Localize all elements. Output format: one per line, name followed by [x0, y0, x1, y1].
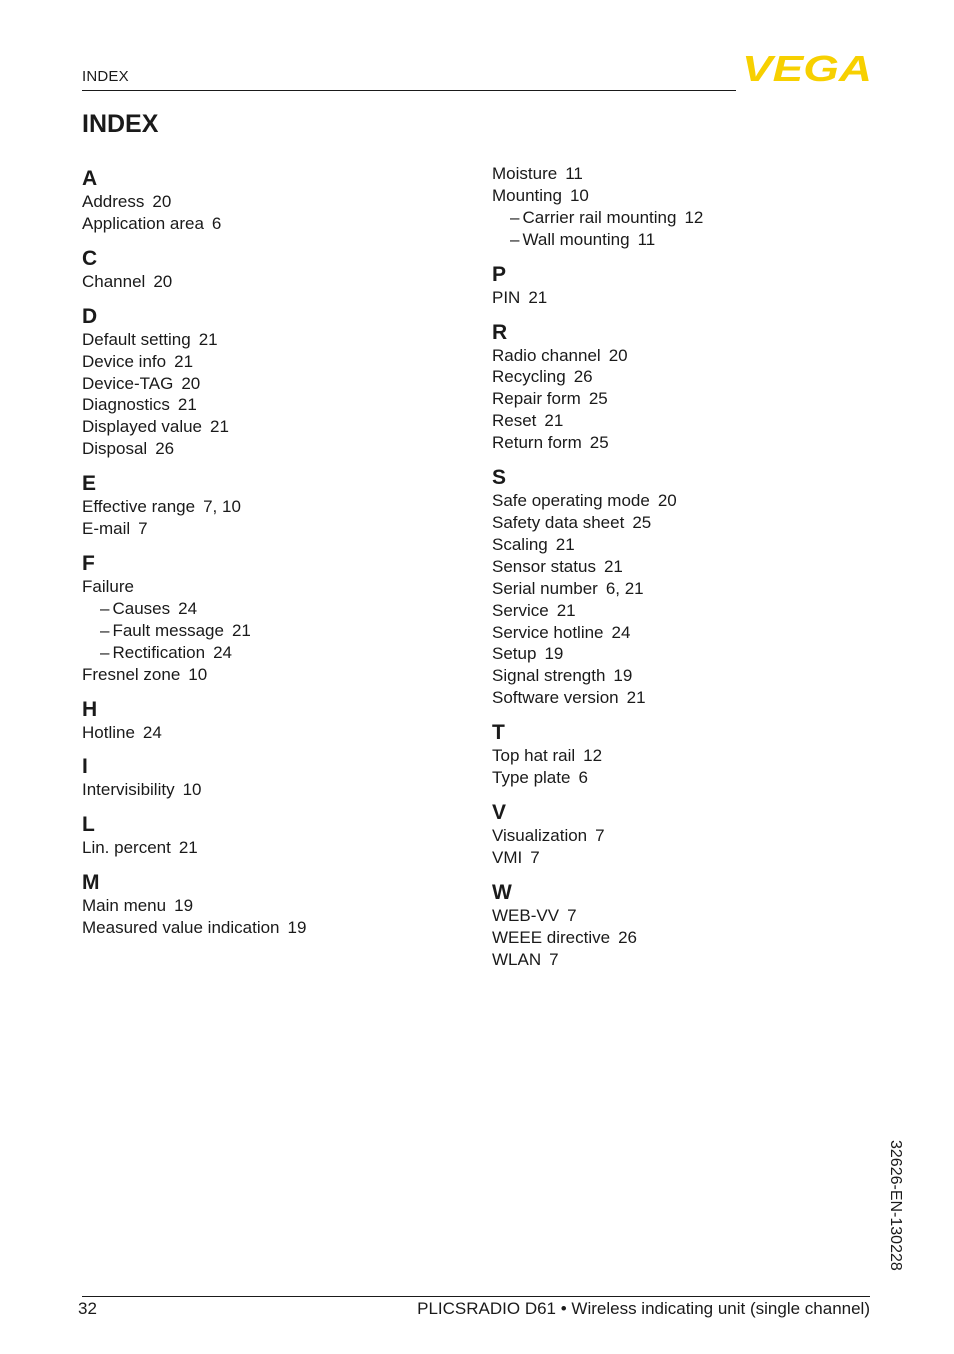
index-group: [82, 698, 462, 744]
index-page-ref: 21: [177, 395, 197, 415]
index-page-ref: 25: [589, 433, 609, 453]
index-term: Wall mounting: [522, 229, 630, 249]
subentry-dash: –: [100, 598, 110, 618]
index-page-ref: 20: [181, 373, 201, 393]
index-term: Causes: [112, 598, 171, 618]
index-page-ref: 25: [632, 512, 652, 532]
subentry-dash: –: [510, 229, 520, 249]
index-page-ref: 19: [613, 666, 633, 686]
page-title: INDEX: [82, 110, 159, 138]
index-term: Scaling: [492, 534, 548, 554]
index-group: [492, 801, 872, 869]
index-term: Setup: [492, 644, 537, 664]
index-entry: [492, 578, 872, 600]
index-page-ref: 7: [567, 905, 577, 925]
index-letter: A: [82, 167, 98, 190]
index-page-ref: 20: [153, 271, 173, 291]
index-page-ref: 21: [544, 411, 564, 431]
index-page-ref: 20: [657, 491, 677, 511]
index-term: Measured value indication: [82, 918, 280, 938]
index-letter: D: [82, 304, 98, 328]
index-entry: [82, 664, 462, 686]
index-letter: H: [82, 697, 98, 721]
footer-rule: [82, 1296, 870, 1297]
index-page-ref: 24: [213, 642, 232, 662]
index-term: Sensor status: [492, 556, 596, 576]
index-entry: [82, 917, 462, 939]
index-entry: [492, 825, 872, 847]
index-term: E-mail: [82, 519, 131, 539]
footer-title: PLICSRADIO D61 • Wireless indicating unit (single channel): [417, 1299, 870, 1318]
index-group: [492, 163, 872, 251]
index-term: Return form: [492, 433, 582, 453]
index-term: WEEE directive: [492, 927, 611, 947]
index-entry: [82, 271, 462, 293]
index-page-ref: 7, 10: [203, 497, 241, 517]
index-page-ref: 26: [573, 367, 593, 387]
index-entry: [82, 895, 462, 917]
index-term: Signal strength: [492, 666, 606, 686]
index-entry: [82, 779, 462, 801]
index-entry: [492, 927, 872, 949]
index-page-ref: 21: [198, 329, 218, 349]
index-term: Service: [492, 600, 549, 620]
index-group: [492, 263, 872, 309]
index-subentry: [492, 207, 872, 229]
index-group: [492, 321, 872, 455]
index-term: Hotline: [82, 722, 135, 742]
index-term: VMI: [492, 847, 523, 867]
index-letter: P: [492, 262, 507, 286]
index-column-left: [82, 163, 462, 951]
index-group: [82, 813, 462, 859]
index-page-ref: 10: [569, 185, 589, 205]
index-term: Default setting: [82, 329, 191, 349]
index-page-ref: 24: [178, 598, 198, 618]
subentry-dash: –: [510, 207, 520, 227]
index-page-ref: 21: [528, 287, 548, 307]
index-page-ref: 7: [595, 825, 605, 845]
index-term: Fresnel zone: [82, 664, 181, 684]
index-term: Displayed value: [82, 417, 203, 437]
index-term: Recycling: [492, 367, 566, 387]
index-term: Radio channel: [492, 345, 601, 365]
index-term: Carrier rail mounting: [522, 207, 677, 227]
index-entry: [492, 490, 872, 512]
index-term: Address: [82, 192, 145, 211]
index-entry: [492, 287, 872, 309]
index-entry: [492, 600, 872, 622]
index-letter: R: [492, 320, 508, 344]
index-letter: E: [82, 472, 97, 496]
index-page-ref: 6, 21: [605, 578, 644, 598]
index-page-ref: 21: [555, 534, 575, 554]
index-entry: [82, 416, 462, 438]
index-subentry: [82, 598, 462, 620]
index-page-ref: 21: [603, 556, 623, 576]
index-entry: [82, 496, 462, 518]
index-term: Top hat rail: [492, 746, 576, 766]
index-entry: [492, 949, 872, 971]
index-term: Safety data sheet: [492, 512, 625, 532]
document-code: 32626-EN-130228: [887, 1140, 904, 1271]
index-page-ref: 24: [142, 722, 162, 742]
index-entry: [492, 556, 872, 578]
subentry-dash: –: [100, 642, 110, 662]
index-entry: [492, 432, 872, 454]
index-entry: [492, 345, 872, 367]
index-page-ref: 21: [210, 417, 229, 437]
index-term: Fault message: [112, 620, 224, 640]
index-entry: [82, 576, 462, 598]
index-page-ref: 6: [578, 768, 588, 788]
index-page-ref: 10: [188, 664, 208, 684]
index-term: Software version: [492, 688, 619, 708]
index-entry: [492, 410, 872, 432]
index-page-ref: 20: [152, 192, 172, 211]
index-group: [82, 755, 462, 801]
index-entry: [492, 534, 872, 556]
index-term: Failure: [82, 576, 134, 596]
index-entry: [82, 722, 462, 744]
index-subentry: [82, 620, 462, 642]
index-page-ref: 21: [626, 688, 646, 708]
index-entry: [492, 185, 872, 207]
index-term: Repair form: [492, 389, 581, 409]
index-entry: [492, 745, 872, 767]
index-entry: [492, 767, 872, 789]
index-page-ref: 12: [583, 746, 603, 766]
index-letter: M: [82, 871, 100, 895]
index-page-ref: 10: [182, 780, 202, 800]
subentry-dash: –: [100, 620, 110, 640]
index-term: Reset: [492, 411, 537, 431]
index-page-ref: 26: [618, 927, 638, 947]
index-page-ref: 21: [556, 600, 576, 620]
index-entry: [492, 687, 872, 709]
index-term: PIN: [492, 287, 521, 307]
index-term: Visualization: [492, 825, 588, 845]
index-term: Mounting: [492, 185, 562, 205]
running-head: INDEX: [82, 68, 129, 85]
index-page-ref: 21: [174, 351, 194, 371]
index-page-ref: 25: [588, 389, 608, 409]
index-entry: [82, 438, 462, 460]
index-letter: I: [82, 755, 88, 779]
index-letter: T: [492, 721, 505, 745]
index-entry: [492, 622, 872, 644]
index-term: Disposal: [82, 439, 148, 459]
index-page-ref: 11: [565, 164, 583, 183]
index-term: WLAN: [492, 949, 542, 969]
index-page-ref: 26: [155, 439, 175, 459]
index-entry: [492, 366, 872, 388]
index-entry: [82, 373, 462, 395]
index-group: [82, 871, 462, 939]
index-letter: S: [492, 466, 507, 490]
header-rule: [82, 90, 736, 91]
index-page-ref: 12: [684, 207, 704, 227]
index-term: Effective range: [82, 497, 196, 517]
index-group: [492, 466, 872, 709]
index-entry: [82, 518, 462, 540]
index-term: Safe operating mode: [492, 491, 650, 511]
index-entry: [492, 905, 872, 927]
index-term: Device-TAG: [82, 373, 174, 393]
index-term: Lin. percent: [82, 838, 171, 858]
index-page-ref: 19: [544, 644, 564, 664]
index-group: [82, 167, 462, 235]
index-letter: F: [82, 551, 95, 575]
index-term: Main menu: [82, 896, 167, 916]
index-subentry: [492, 229, 872, 251]
index-letter: V: [492, 800, 507, 824]
index-term: Application area: [82, 213, 204, 233]
index-group: [492, 721, 872, 789]
index-group: [82, 472, 462, 540]
index-page-ref: 20: [608, 345, 628, 365]
index-subentry: [82, 642, 462, 664]
index-entry: [82, 329, 462, 351]
index-entry: [82, 191, 462, 213]
index-page-ref: 7: [138, 519, 148, 539]
index-term: WEB-VV: [492, 905, 560, 925]
index-term: Moisture: [492, 164, 558, 183]
index-entry: [492, 665, 872, 687]
index-page-ref: 7: [530, 847, 540, 867]
index-entry: [82, 351, 462, 373]
index-page-ref: 6: [211, 213, 222, 233]
index-letter: W: [492, 880, 512, 904]
index-page-ref: 11: [637, 229, 656, 249]
index-entry: [492, 643, 872, 665]
index-page-ref: 21: [178, 838, 198, 858]
index-term: Type plate: [492, 768, 571, 788]
index-entry: [82, 213, 462, 235]
index-group: [82, 552, 462, 686]
index-letter: L: [82, 813, 95, 837]
page-number: 32: [78, 1299, 97, 1318]
index-term: Intervisibility: [82, 780, 175, 800]
vega-logo: [742, 52, 874, 84]
index-page-ref: 19: [174, 896, 194, 916]
index-letter: C: [82, 246, 98, 270]
index-entry: [82, 394, 462, 416]
index-page-ref: 7: [549, 949, 559, 969]
index-page-ref: 21: [231, 620, 251, 640]
index-group: [82, 305, 462, 460]
index-group: [82, 247, 462, 293]
index-term: Service hotline: [492, 622, 604, 642]
index-entry: [82, 837, 462, 859]
index-term: Serial number: [492, 578, 598, 598]
index-page-ref: 19: [287, 918, 307, 938]
index-term: Rectification: [112, 642, 206, 662]
index-entry: [492, 163, 872, 185]
index-term: Channel: [82, 271, 146, 291]
index-page-ref: 24: [611, 622, 631, 642]
index-column-right: [492, 163, 872, 982]
index-entry: [492, 847, 872, 869]
svg-text:VEGA: VEGA: [742, 52, 872, 84]
index-term: Device info: [82, 351, 167, 371]
index-entry: [492, 512, 872, 534]
index-group: [492, 881, 872, 971]
index-term: Diagnostics: [82, 395, 170, 415]
index-entry: [492, 388, 872, 410]
